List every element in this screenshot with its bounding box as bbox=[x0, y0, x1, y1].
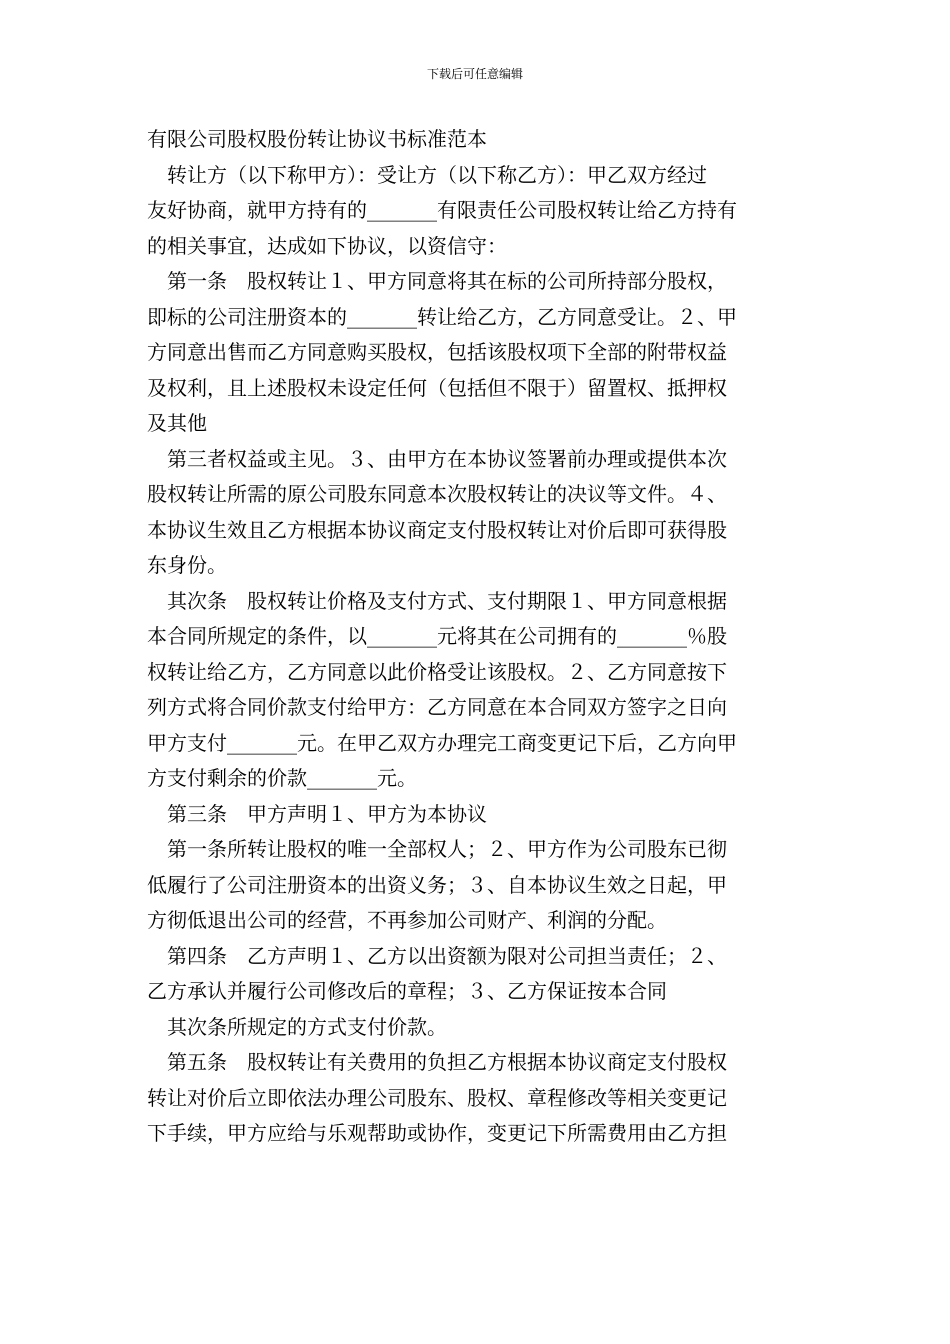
document-line: 友好协商，就甲方持有的_______有限责任公司股权转让给乙方持有 bbox=[147, 198, 737, 222]
document-line: 其次条 股权转让价格及支付方式、支付期限１、甲方同意根据 bbox=[167, 588, 727, 613]
document-line: 即标的公司注册资本的_______转让给乙方，乙方同意受让。２、甲 bbox=[147, 304, 737, 329]
document-line: 的相关事宜，达成如下协议，以资信守： bbox=[147, 233, 507, 258]
document-line: 权转让给乙方，乙方同意以此价格受让该股权。２、乙方同意按下 bbox=[147, 659, 727, 684]
document-line: 第三者权益或主见。３、由甲方在本协议签署前办理或提供本次 bbox=[167, 446, 727, 471]
document-line: 方支付剩余的价款_______元。 bbox=[147, 766, 417, 790]
document-line: 甲方支付_______元。在甲乙双方办理完工商变更记下后，乙方向甲 bbox=[147, 730, 737, 755]
document-line: 转让对价后立即依法办理公司股东、股权、章程修改等相关变更记 bbox=[147, 1085, 727, 1110]
document-line: 乙方承认并履行公司修改后的章程；３、乙方保证按本合同 bbox=[147, 979, 667, 1003]
document-line: 股权转让所需的原公司股东同意本次股权转让的决议等文件。４、 bbox=[147, 482, 727, 506]
document-line: 方同意出售而乙方同意购买股权，包括该股权项下全部的附带权益 bbox=[147, 340, 727, 364]
document-line: 列方式将合同价款支付给甲方：乙方同意在本合同双方签字之日向 bbox=[147, 695, 727, 719]
document-line: 方彻低退出公司的经营，不再参加公司财产、利润的分配。 bbox=[147, 908, 667, 932]
document-body bbox=[147, 122, 807, 1152]
document-line: 东身份。 bbox=[147, 553, 227, 577]
document-line: 第四条 乙方声明１、乙方以出资额为限对公司担当责任；２、 bbox=[167, 943, 727, 968]
document-line: 及其他 bbox=[147, 411, 207, 435]
document-line: 其次条所规定的方式支付价款。 bbox=[167, 1014, 447, 1039]
document-line: 第五条 股权转让有关费用的负担乙方根据本协议商定支付股权 bbox=[167, 1050, 727, 1074]
document-line: 本合同所规定的条件，以_______元将其在公司拥有的_______％股 bbox=[147, 624, 727, 648]
document-line: 第一条 股权转让１、甲方同意将其在标的公司所持部分股权， bbox=[167, 269, 727, 293]
document-line: 低履行了公司注册资本的出资义务；３、自本协议生效之日起，甲 bbox=[147, 872, 727, 897]
document-line: 第三条 甲方声明１、甲方为本协议 bbox=[167, 801, 487, 826]
document-title: 有限公司股权股份转让协议书标准范本 bbox=[147, 127, 487, 151]
document-line: 下手续，甲方应给与乐观帮助或协作，变更记下所需费用由乙方担 bbox=[147, 1121, 727, 1145]
document-line: 本协议生效且乙方根据本协议商定支付股权转让对价后即可获得股 bbox=[147, 517, 727, 542]
document-line: 及权利，且上述股权未设定任何（包括但不限于）留置权、抵押权 bbox=[147, 375, 727, 400]
document-line: 第一条所转让股权的唯一全部权人；２、甲方作为公司股东已彻 bbox=[167, 837, 727, 861]
page-header: 下载后可任意编辑 bbox=[426, 67, 523, 81]
document-line: 转让方（以下称甲方）：受让方（以下称乙方）：甲乙双方经过 bbox=[167, 162, 707, 187]
